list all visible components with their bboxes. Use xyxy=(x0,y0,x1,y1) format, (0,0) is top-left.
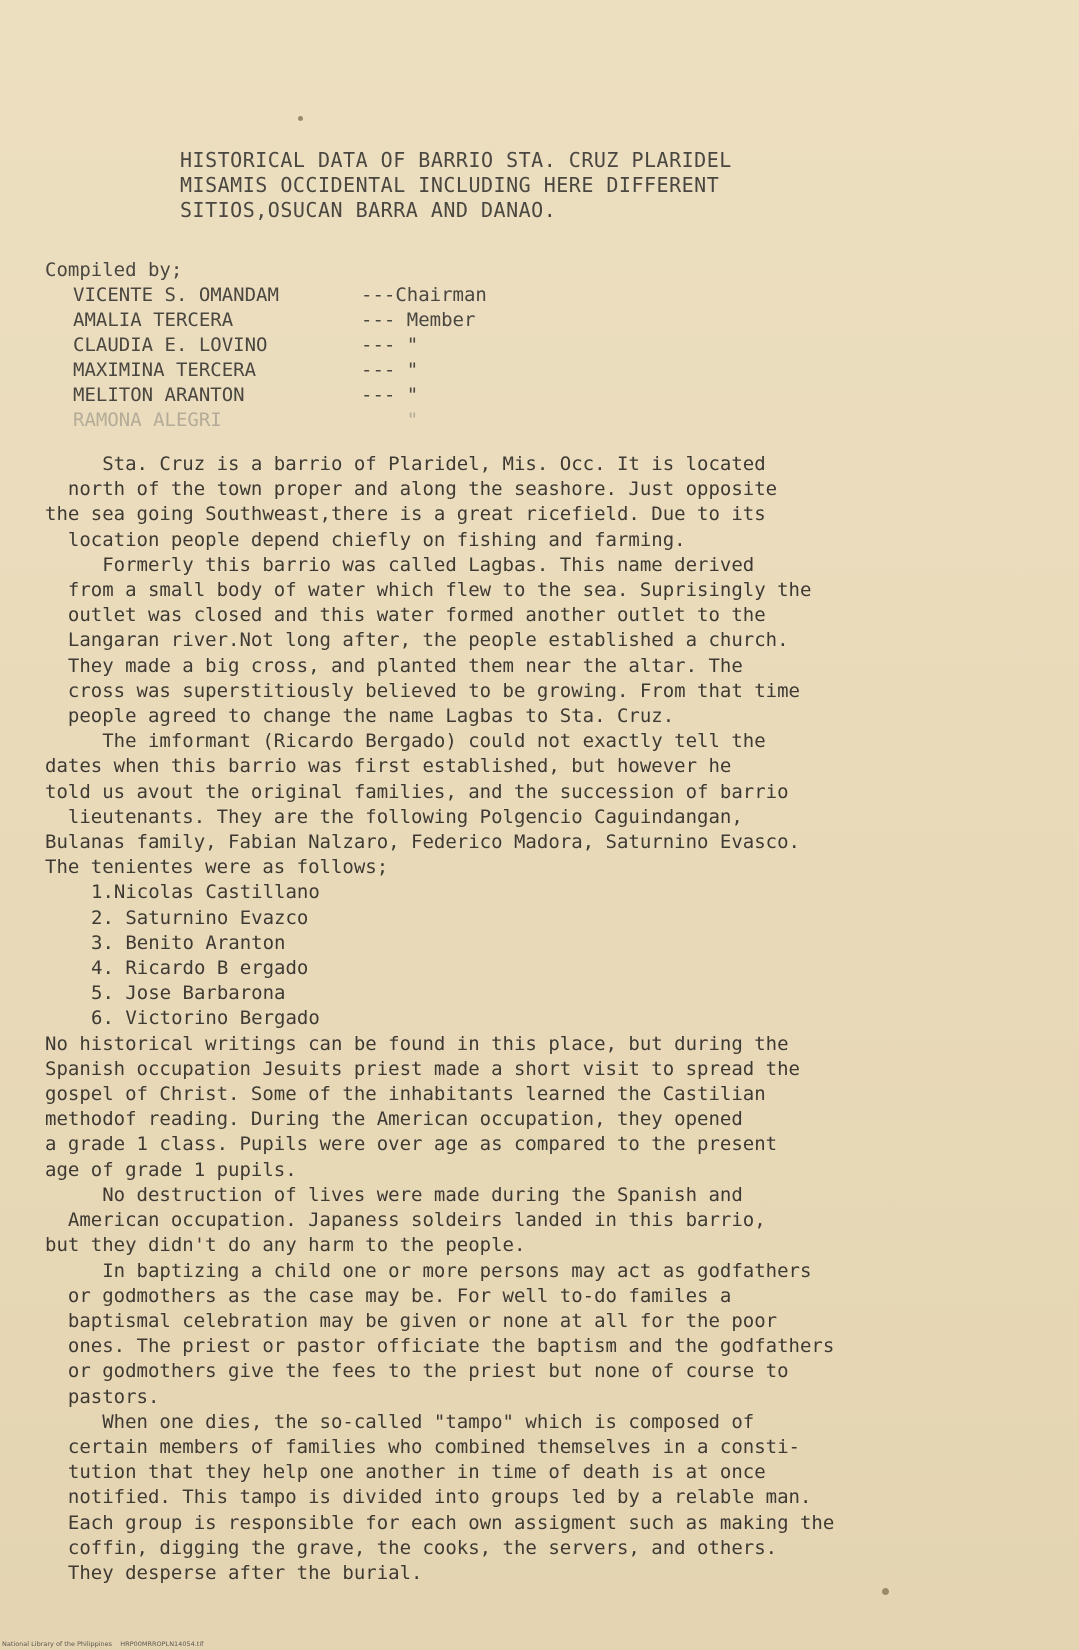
list-item: 3. Benito Aranton xyxy=(91,931,286,954)
text-line: lieutenants. They are the following Polgencio Caguindangan, xyxy=(45,805,743,828)
text-line: but they didn't do any harm to the people. xyxy=(45,1234,526,1257)
text-line: No historical writings can be found in this place, but during the xyxy=(45,1032,789,1055)
text-line: Spanish occupation Jesuits priest made a short visit to spread the xyxy=(45,1057,800,1080)
paper-speck xyxy=(298,116,303,121)
text-line: outlet was closed and this water formed another outlet to the xyxy=(45,604,766,627)
text-line: No destruction of lives were made during the Spanish and xyxy=(45,1183,743,1206)
text-line: a grade 1 class. Pupils were over age as compared to the present xyxy=(45,1133,778,1156)
paragraph-history xyxy=(45,1032,1055,1183)
member-role: --- " xyxy=(361,359,419,381)
paragraph-occupation xyxy=(45,1183,1055,1259)
text-line: Each group is responsible for each own assigment such as making the xyxy=(45,1511,835,1534)
tenientes-list xyxy=(91,880,1055,1031)
title-line: MISAMIS OCCIDENTAL INCLUDING HERE DIFFERENT xyxy=(180,173,720,197)
title-line: HISTORICAL DATA OF BARRIO STA. CRUZ PLARIDEL xyxy=(180,148,732,172)
text-line: Bulanas family, Fabian Nalzaro, Federico Madora, Saturnino Evasco. xyxy=(45,831,800,854)
text-line: They made a big cross, and planted them near the altar. The xyxy=(45,654,743,677)
text-line: people agreed to change the name Lagbas to Sta. Cruz. xyxy=(45,705,675,728)
member-name: VICENTE S. OMANDAM xyxy=(73,284,279,306)
text-line: the sea going Southweast,there is a great ricefield. Due to its xyxy=(45,503,766,526)
text-line: dates when this barrio was first established, but however he xyxy=(45,755,732,778)
text-line: When one dies, the so-called "tampo" which is composed of xyxy=(45,1410,755,1433)
text-line: American occupation. Japaness soldeirs landed in this barrio, xyxy=(45,1209,766,1232)
committee-member xyxy=(73,333,487,358)
member-role: " xyxy=(361,409,419,431)
text-line: Sta. Cruz is a barrio of Plaridel, Mis. Occ. It is located xyxy=(45,453,766,475)
member-role: --- Member xyxy=(361,309,476,331)
list-item: 5. Jose Barbarona xyxy=(91,982,286,1005)
paragraph-families xyxy=(45,729,1055,880)
text-line: told us avout the original families, and the succession of barrio xyxy=(45,780,789,803)
text-line: Formerly this barrio was called Lagbas. This name derived xyxy=(45,553,755,576)
text-line: Langaran river.Not long after, the people established a church. xyxy=(45,629,789,652)
text-line: age of grade 1 pupils. xyxy=(45,1158,297,1181)
text-line: or godmothers give the fees to the priest but none of course to xyxy=(45,1360,789,1383)
member-name: AMALIA TERCERA xyxy=(73,309,234,331)
text-line: from a small body of water which flew to the sea. Suprisingly the xyxy=(45,579,812,602)
text-line: notified. This tampo is divided into groups led by a relable man. xyxy=(45,1486,812,1509)
text-line: In baptizing a child one or more persons may act as godfathers xyxy=(45,1259,812,1282)
text-line: baptismal celebration may be given or none at all for the poor xyxy=(45,1309,778,1332)
paragraph-baptism xyxy=(45,1259,1055,1410)
list-item: 6. Victorino Bergado xyxy=(91,1007,320,1030)
text-line: or godmothers as the case may be. For well to-do familes a xyxy=(45,1284,732,1307)
list-item: 4. Ricardo B ergado xyxy=(91,957,309,980)
paper-speck xyxy=(882,1588,889,1595)
committee-member xyxy=(73,358,487,383)
committee-member xyxy=(73,408,487,433)
paragraph-location xyxy=(45,452,1055,553)
member-role: --- " xyxy=(361,384,419,406)
text-line: tution that they help one another in time of death is at once xyxy=(45,1461,766,1484)
text-line: cross was superstitiously believed to be growing. From that time xyxy=(45,679,800,702)
compiled-by-label: Compiled by; xyxy=(45,259,183,281)
text-line: They desperse after the burial. xyxy=(45,1561,423,1584)
paragraph-name-origin xyxy=(45,553,1055,729)
archive-footer: National Library of the Philippines HRP00MRROPLN14054.tif xyxy=(2,1640,204,1648)
title-line: SITIOS,OSUCAN BARRA AND DANAO. xyxy=(180,198,557,222)
compiled-by-section xyxy=(45,258,487,433)
member-name: MAXIMINA TERCERA xyxy=(73,359,257,381)
text-line: certain members of families who combined themselves in a consti- xyxy=(45,1435,800,1458)
committee-list xyxy=(73,283,487,433)
text-line: location people depend chiefly on fishing and farming. xyxy=(45,528,686,551)
text-line: methodof reading. During the American occupation, they opened xyxy=(45,1108,743,1131)
list-item: 1.Nicolas Castillano xyxy=(91,881,320,904)
text-line: The tenientes were as follows; xyxy=(45,856,389,879)
committee-member xyxy=(73,308,487,333)
body-text xyxy=(45,452,1055,1586)
member-name: RAMONA ALEGRI xyxy=(73,409,222,431)
member-role: --- " xyxy=(361,334,419,356)
text-line: pastors. xyxy=(45,1385,160,1408)
text-line: The imformant (Ricardo Bergado) could not exactly tell the xyxy=(45,730,766,753)
committee-member xyxy=(73,383,487,408)
text-line: gospel of Christ. Some of the inhabitants learned the Castilian xyxy=(45,1083,766,1106)
list-item: 2. Saturnino Evazco xyxy=(91,906,309,929)
paragraph-death-customs xyxy=(45,1410,1055,1586)
committee-member xyxy=(73,283,487,308)
text-line: ones. The priest or pastor officiate the baptism and the godfathers xyxy=(45,1335,835,1358)
text-line: coffin, digging the grave, the cooks, the servers, and others. xyxy=(45,1536,778,1559)
document-title xyxy=(180,148,732,223)
text-line: north of the town proper and along the seashore. Just opposite xyxy=(45,478,778,501)
member-name: CLAUDIA E. LOVINO xyxy=(73,334,268,356)
member-name: MELITON ARANTON xyxy=(73,384,245,406)
member-role: ---Chairman xyxy=(361,284,487,306)
